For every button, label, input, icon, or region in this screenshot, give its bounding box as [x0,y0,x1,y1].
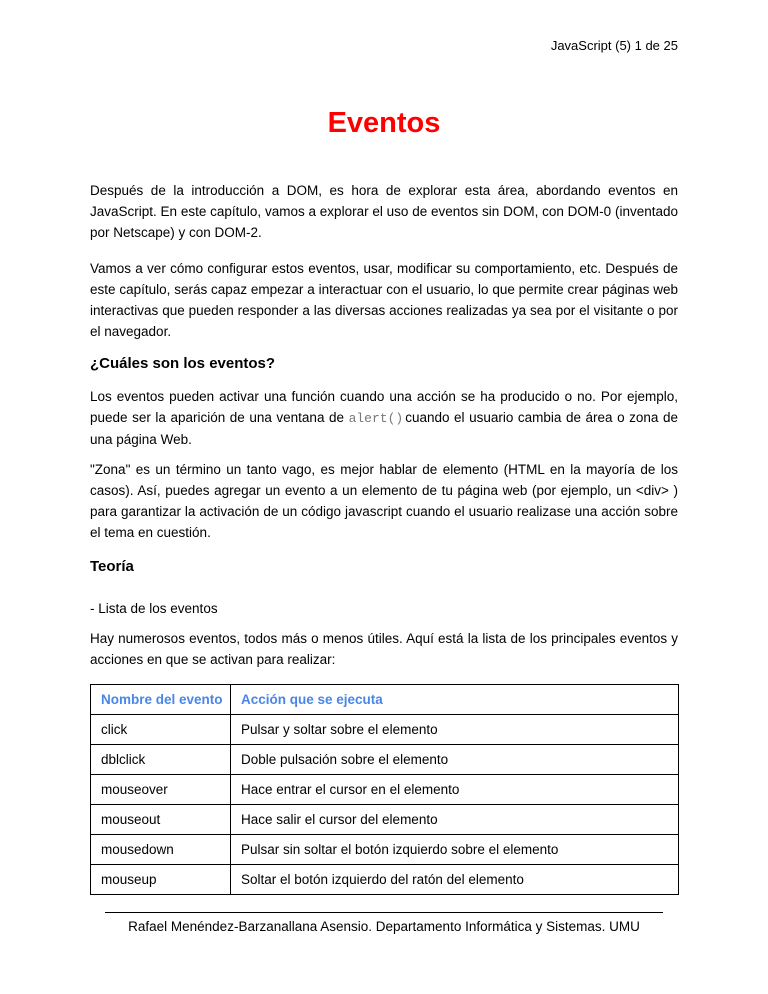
page-header-pagination: JavaScript (5) 1 de 25 [550,38,678,53]
event-action-cell: Hace entrar el cursor en el elemento [231,775,679,805]
column-header-nombre-evento: Nombre del evento [91,685,231,715]
document-title: Eventos [327,107,441,139]
table-row-mouseup [91,865,679,895]
event-action-cell: Doble pulsación sobre el elemento [231,745,679,775]
footer-author-text: Rafael Menéndez-Barzanallana Asensio. Departamento Informática y Sistemas. UMU [128,919,640,934]
footer-divider [105,912,663,913]
event-action-cell: Soltar el botón izquierdo del ratón del elemento [231,865,679,895]
paragraph-eventos-funcion [90,386,678,450]
page-footer [0,912,768,935]
event-action-cell: Pulsar y soltar sobre el elemento [231,715,679,745]
paragraph-hay-numerosos-eventos: Hay numerosos eventos, todos más o menos útiles. Aquí está la lista de los principales eventos y acciones en que se activan para realizar: [90,631,678,667]
event-action-cell: Hace salir el cursor del elemento [231,805,679,835]
inline-code-alert: alert() [348,411,404,426]
table-row-mousedown [91,835,679,865]
paragraph-intro-dom: Después de la introducción a DOM, es hora de explorar esta área, abordando eventos en JavaScript. En este capítulo, vamos a explorar el uso de eventos sin DOM, con DOM-0 (inventado por Netscape) y con DOM-2. [90,183,678,240]
table-row-dblclick [91,745,679,775]
event-name-cell: mouseover [91,775,231,805]
event-name-cell: mousedown [91,835,231,865]
events-table [90,684,679,895]
event-name-cell: mouseup [91,865,231,895]
section-heading-cuales-son-eventos: ¿Cuáles son los eventos? [90,355,276,372]
event-name-cell: mouseout [91,805,231,835]
table-row-mouseover [91,775,679,805]
table-row-mouseout [91,805,679,835]
section-heading-teoria: Teoría [90,558,134,575]
paragraph-eventos-text-before: Los eventos pueden activar una función cuando una acción se ha producido o no. Por ejemplo, puede ser la aparición de una ventana de [90,389,678,425]
paragraph-zona-termino: "Zona" es un término un tanto vago, es mejor hablar de elemento (HTML en la mayoría de los casos). Así, puedes agregar un evento a un elemento de tu página web (por ejemplo, un <div> ) para garantizar la activación de un código javascript cuando el usuario realizase una acción sobre el tema en cuestión. [90,462,678,540]
event-action-cell: Pulsar sin soltar el botón izquierdo sobre el elemento [231,835,679,865]
paragraph-eventos-text-after: cuando el usuario cambia de área o zona de una página Web. [90,410,678,447]
event-name-cell: click [91,715,231,745]
column-header-accion: Acción que se ejecuta [231,685,679,715]
list-item-lista-eventos: - Lista de los eventos [90,601,218,616]
table-row-click [91,715,679,745]
event-name-cell: dblclick [91,745,231,775]
table-header-row [91,685,679,715]
paragraph-objetivo-capitulo: Vamos a ver cómo configurar estos eventos, usar, modificar su comportamiento, etc. Después de este capítulo, serás capaz empezar a interactuar con el usuario, lo que permite crear páginas web interactivas que pueden responder a las diversas acciones realizadas ya sea por el visitante o por el navegador. [90,261,678,339]
